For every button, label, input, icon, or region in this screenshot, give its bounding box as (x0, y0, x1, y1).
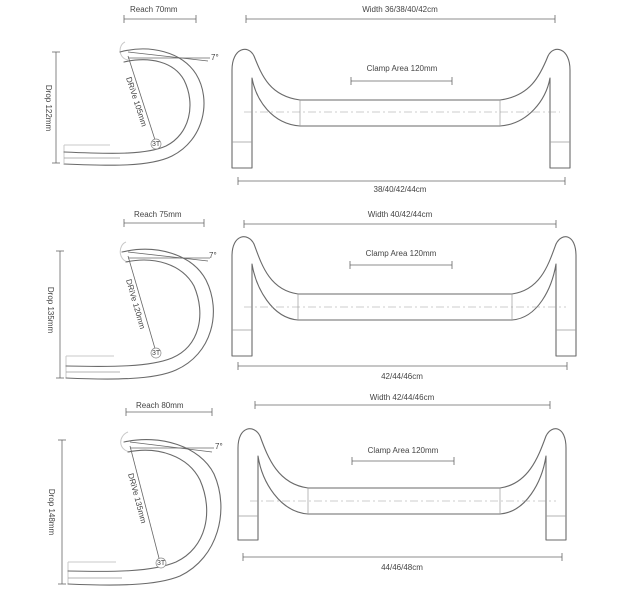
drop-label: Drop 135mm (46, 286, 55, 334)
width-label: Width 36/38/40/42cm (362, 5, 438, 14)
front-view-1 (232, 5, 570, 194)
angle-label: 7° (211, 53, 219, 62)
angle-label: 7° (209, 251, 217, 260)
side-profile-1 (44, 5, 219, 165)
svg-text:3T: 3T (157, 560, 166, 567)
angle-label: 7° (215, 442, 223, 451)
drive-label: DRiVe 105mm (124, 75, 149, 128)
size-row-1 (44, 5, 570, 194)
bottom-width-label: 44/46/48cm (381, 563, 423, 572)
front-view-2 (232, 210, 576, 381)
bottom-width-label: 42/44/46cm (381, 372, 423, 381)
tops-ghost-outline (68, 562, 116, 584)
size-row-3 (47, 393, 566, 585)
clamp-label: Clamp Area 120mm (367, 446, 439, 455)
size-row-2 (46, 210, 576, 381)
side-profile-3 (47, 401, 223, 585)
reach-label: Reach 70mm (130, 5, 178, 14)
width-label: Width 40/42/44cm (367, 210, 433, 219)
tops-ghost-outline (66, 356, 114, 378)
clamp-label: Clamp Area 120mm (365, 249, 437, 258)
drop-hook-inner (64, 60, 190, 154)
bottom-width-label: 38/40/42/44cm (373, 185, 427, 194)
svg-text:3T: 3T (152, 141, 161, 148)
side-profile-2 (46, 210, 217, 379)
drop-label: Drop 148mm (47, 488, 56, 536)
front-view-3 (238, 393, 566, 572)
reach-label: Reach 75mm (134, 210, 182, 219)
svg-text:3T: 3T (152, 350, 161, 357)
clamp-label: Clamp Area 120mm (366, 64, 438, 73)
drop-hook-inner (66, 260, 200, 366)
reach-label: Reach 80mm (136, 401, 184, 410)
drive-label: DRiVe 120mm (124, 278, 147, 331)
tops-ghost-outline (64, 145, 110, 163)
width-label: Width 42/44/46cm (369, 393, 435, 402)
drive-label: DRiVe 135mm (126, 472, 149, 525)
drop-label: Drop 122mm (44, 84, 53, 132)
